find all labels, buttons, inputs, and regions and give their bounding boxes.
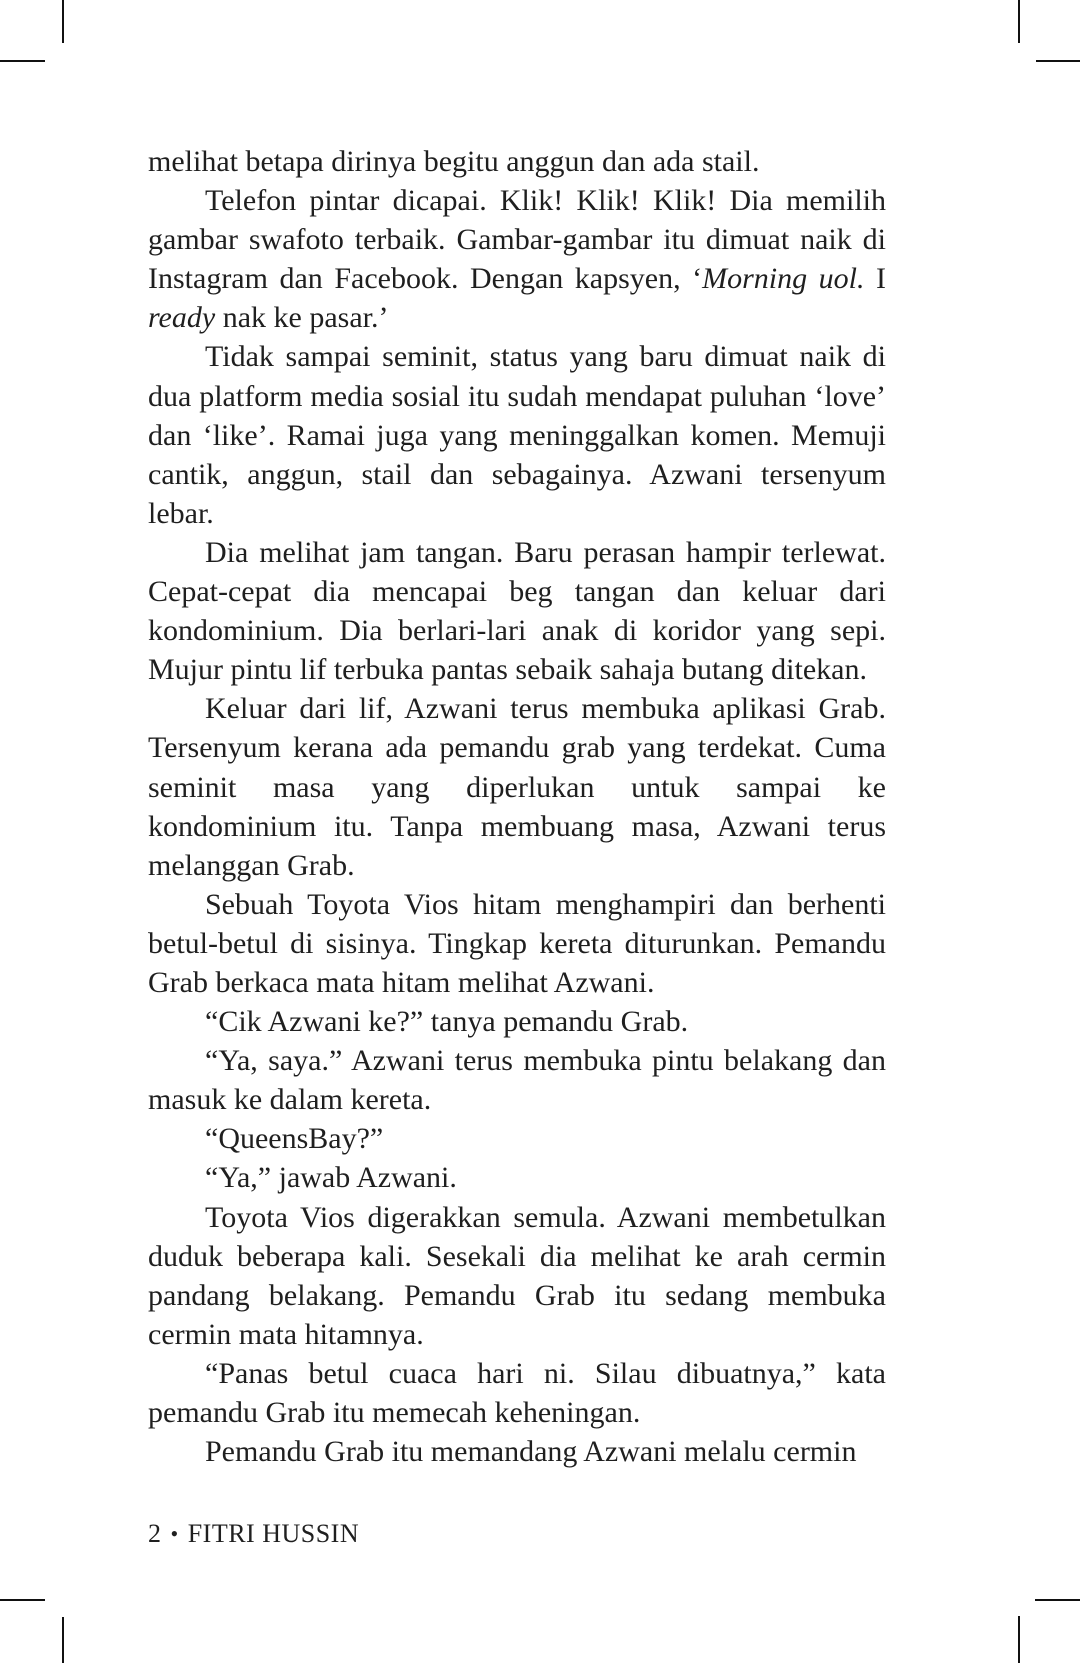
paragraph-2-text: Telefon pintar dicapai. Klik! Klik! Klik! Dia memilih gambar swafoto terbaik. Gambar-gambar itu dimuat naik di Instagram dan Facebook. Dengan kapsyen, ‘ [148, 184, 886, 296]
paragraph-1: melihat betapa dirinya begitu anggun dan ada stail. [148, 145, 760, 178]
paragraph-13: Pemandu Grab itu memandang Azwani melalu cermin [205, 1435, 857, 1469]
paragraph-8-dialogue: “Ya, saya.” Azwani terus membuka pintu belakang dan masuk ke dalam kereta. [148, 1044, 886, 1117]
paragraph-2-text: nak ke pasar.’ [215, 301, 389, 335]
paragraph-2-text: I [864, 262, 886, 296]
crop-mark-top-right-vertical-icon [1018, 0, 1020, 43]
paragraph-11: Toyota Vios digerakkan semula. Azwani membetulkan duduk beberapa kali. Sesekali dia melihat ke arah cermin pandang belakang. Pemandu Grab itu sedang membuka cermin mata hitamnya. [148, 1200, 886, 1351]
paragraph-7-dialogue: “Cik Azwani ke?” tanya pemandu Grab. [205, 1005, 689, 1039]
crop-mark-bottom-right-horizontal-icon [1035, 1599, 1080, 1601]
italic-phrase-ready: ready [148, 301, 216, 335]
paragraph-6: Sebuah Toyota Vios hitam menghampiri dan berhenti betul-betul di sisinya. Tingkap kereta diturunkan. Pemandu Grab berkaca mata hitam melihat Azwani. [148, 887, 886, 999]
crop-mark-top-left-horizontal-icon [0, 60, 45, 62]
italic-phrase-morning-uol: Morning uol. [702, 262, 865, 296]
paragraph-4: Dia melihat jam tangan. Baru perasan hampir terlewat. Cepat-cepat dia mencapai beg tangan dan keluar dari kondominium. Dia berlari-lari anak di koridor yang sepi. Mujur pintu lif terbuka pantas sebaik sahaja butang ditekan. [148, 535, 886, 687]
crop-mark-bottom-left-vertical-icon [62, 1617, 64, 1663]
crop-mark-top-left-vertical-icon [62, 0, 64, 43]
page-number: 2 [148, 1519, 162, 1548]
page-text [148, 142, 886, 1471]
running-footer-author: FITRI HUSSIN [187, 1519, 360, 1548]
paragraph-10-dialogue: “Ya,” jawab Azwani. [205, 1161, 457, 1195]
bullet-separator-icon: • [170, 1521, 179, 1546]
crop-mark-bottom-left-horizontal-icon [0, 1599, 45, 1601]
crop-mark-top-right-horizontal-icon [1036, 60, 1080, 62]
paragraph-3: Tidak sampai seminit, status yang baru dimuat naik di dua platform media sosial itu sudah mendapat puluhan ‘love’ dan ‘like’. Ramai juga yang meninggalkan komen. Memuji cantik, anggun, stail dan sebagainya. Azwani tersenyum lebar. [148, 340, 886, 530]
paragraph-2 [148, 181, 886, 337]
page-footer [148, 1519, 359, 1549]
crop-mark-bottom-right-vertical-icon [1018, 1616, 1020, 1663]
paragraph-12-dialogue: “Panas betul cuaca hari ni. Silau dibuatnya,” kata pemandu Grab itu memecah keheningan. [148, 1356, 886, 1429]
paragraph-5: Keluar dari lif, Azwani terus membuka aplikasi Grab. Tersenyum kerana ada pemandu grab yang terdekat. Cuma seminit masa yang diperlukan untuk sampai ke kondominium itu. Tanpa membuang masa, Azwani terus melanggan Grab. [148, 692, 886, 882]
paragraph-9-dialogue: “QueensBay?” [205, 1122, 384, 1156]
